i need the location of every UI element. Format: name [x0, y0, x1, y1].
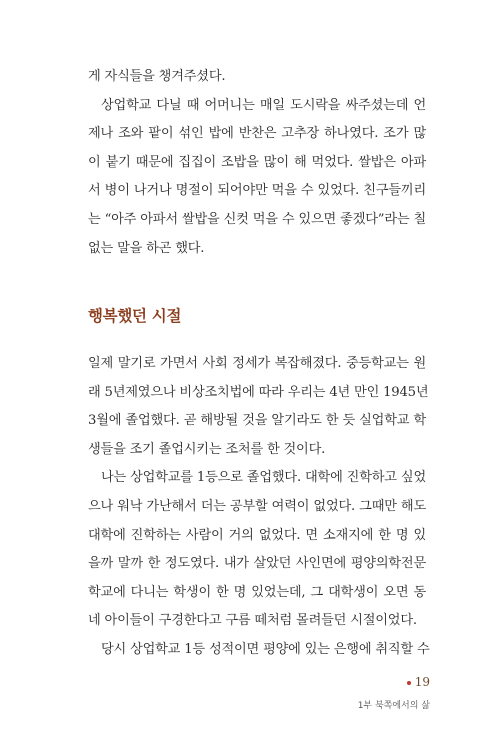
text-line: 일제 말기로 가면서 사회 정세가 복잡해졌다. 중등학교는 원	[88, 356, 426, 371]
text-line: 는 “아주 아파서 쌀밥을 신컷 먹을 수 있으면 좋겠다”라는 칠	[88, 211, 426, 227]
body-text-top	[88, 63, 426, 263]
section-heading: 행복했던 시절	[88, 306, 182, 325]
text-line: 학교에 다니는 학생이 한 명 있었는데, 그 대학생이 오면 동	[88, 584, 426, 600]
text-line: 게 자식들을 챙겨주셨다.	[88, 69, 226, 84]
body-text-bottom	[88, 350, 430, 665]
text-line: 생들을 조기 졸업시키는 조처를 한 것이다.	[88, 441, 326, 457]
text-line: 3월에 졸업했다. 곧 해방될 것을 알기라도 한 듯 실업학교 학	[88, 413, 426, 429]
text-line: 없는 말을 하곤 했다.	[88, 240, 205, 256]
text-line: 대학에 진학하는 사람이 거의 없었다. 면 소재지에 한 명 있	[88, 527, 426, 543]
text-line: 당시 상업학교 1등 성적이면 평양에 있는 은행에 취직할 수	[101, 641, 430, 657]
text-line: 상업학교 다닐 때 어머니는 매일 도시락을 싸주셨는데 언	[101, 97, 426, 113]
text-line: 이 붙기 때문에 집집이 조밥을 많이 해 먹었다. 쌀밥은 아파	[88, 154, 426, 170]
text-line: 네 아이들이 구경한다고 구름 떼처럼 몰려들던 시절이었다.	[88, 613, 417, 629]
running-footer-title: 1부 북쪽에서의 삶	[357, 701, 430, 711]
text-line: 제나 조와 팥이 섞인 밥에 반찬은 고추장 하나였다. 조가 많	[88, 126, 426, 142]
text-line: 으나 워낙 가난해서 더는 공부할 여력이 없었다. 그때만 해도	[88, 498, 426, 514]
text-line: 래 5년제였으나 비상조치법에 따라 우리는 4년 만인 1945년	[88, 384, 429, 400]
text-line: 나는 상업학교를 1등으로 졸업했다. 대학에 진학하고 싶었	[101, 470, 426, 486]
text-line: 서 병이 나거나 명절이 되어야만 먹을 수 있었다. 친구들끼리	[88, 183, 426, 199]
page-number-value: 19	[414, 675, 430, 689]
text-line: 을까 말까 한 정도였다. 내가 살았던 사인면에 평양의학전문	[88, 556, 426, 572]
page-number	[407, 674, 430, 690]
bullet-dot-icon	[407, 681, 411, 685]
